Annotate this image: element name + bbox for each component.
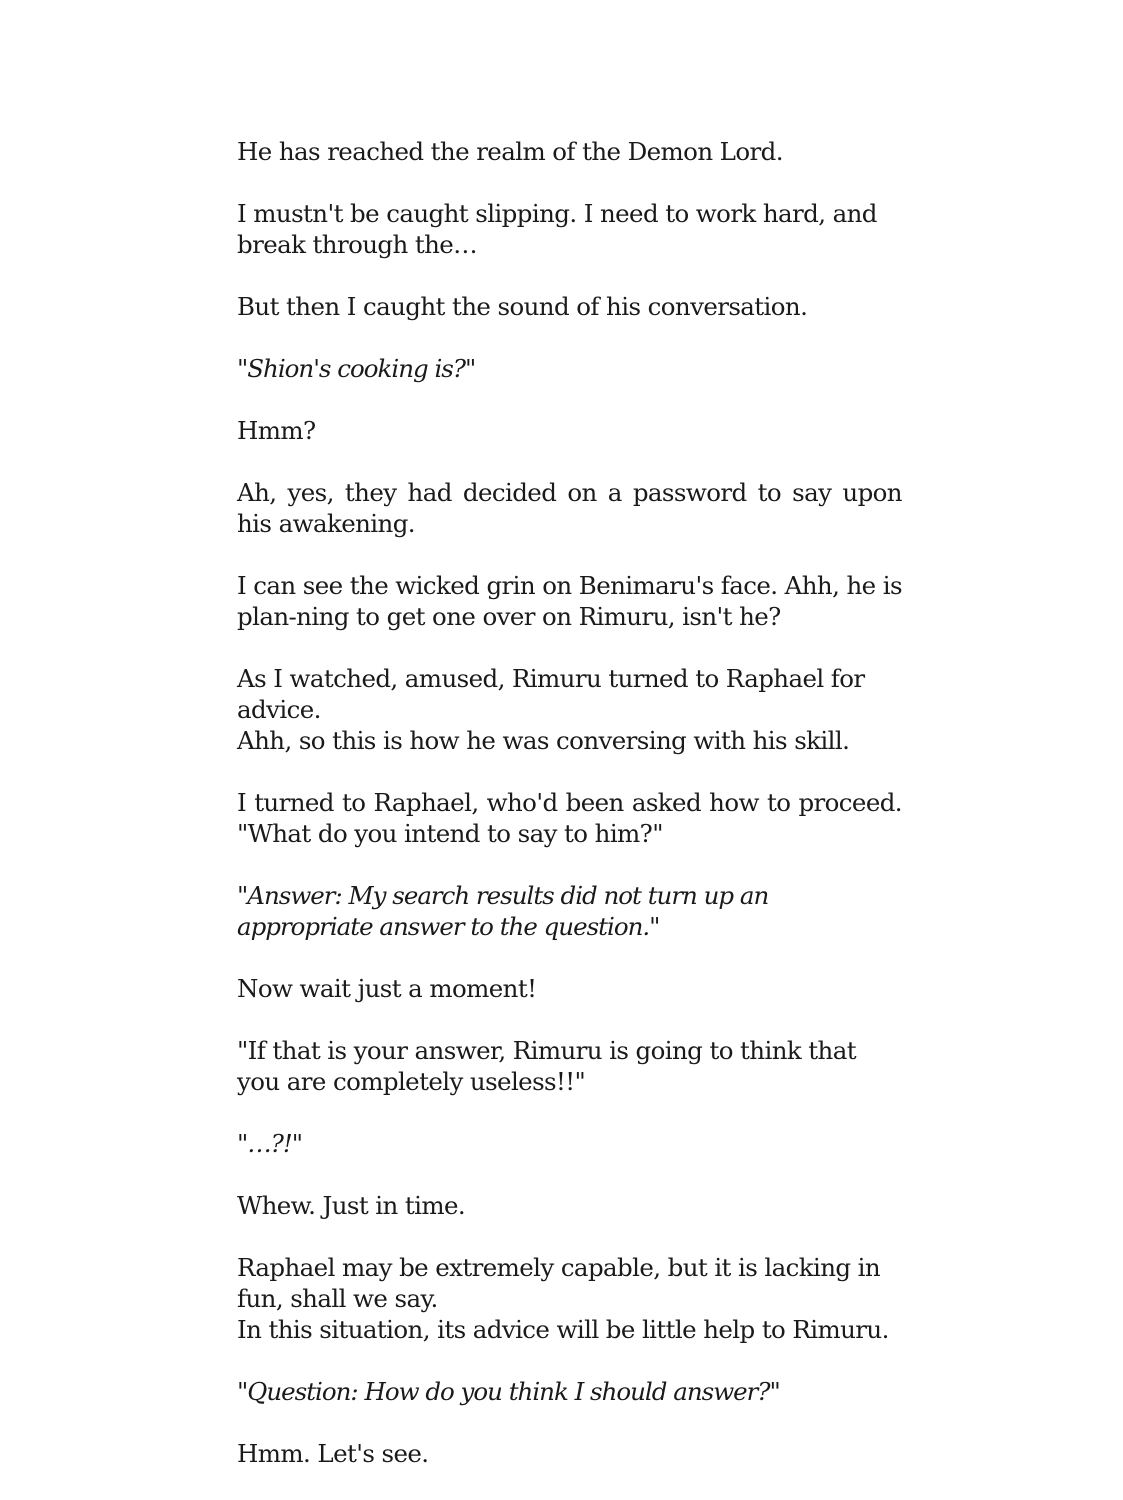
paragraph: Now wait just a moment! [237,974,537,1003]
paragraph: Ah, yes, they had decided on a password to say upon his awakening. [237,478,902,538]
dialogue-line: "Answer: My search results did not turn up an appropriate answer to the question." [237,881,769,941]
paragraph: He has reached the realm of the Demon Lord. [237,137,783,166]
paragraph: I turned to Raphael, who'd been asked how to proceed. "What do you intend to say to him?" [237,788,902,848]
paragraph: As I watched, amused, Rimuru turned to Raphael for advice. Ahh, so this is how he was conversing with his skill. [237,664,865,755]
document-body [237,136,902,1500]
paragraph: Hmm? [237,416,316,445]
paragraph: Raphael may be extremely capable, but it is lacking in fun, shall we say. In this situation, its advice will be little help to Rimuru. [237,1253,889,1344]
dialogue-line: "…?!" [237,1129,303,1158]
paragraph: Whew. Just in time. [237,1191,466,1220]
paragraph: I can see the wicked grin on Benimaru's face. Ahh, he is plan-ning to get one over on Rimuru, isn't he? [237,571,902,631]
paragraph: But then I caught the sound of his conversation. [237,292,808,321]
dialogue-line: "Question: How do you think I should answer?" [237,1377,780,1406]
paragraph: "If that is your answer, Rimuru is going to think that you are completely useless!!" [237,1036,856,1096]
paragraph: I mustn't be caught slipping. I need to work hard, and break through the… [237,199,877,259]
dialogue-line: "Shion's cooking is?" [237,354,476,383]
paragraph: Hmm. Let's see. [237,1439,429,1468]
